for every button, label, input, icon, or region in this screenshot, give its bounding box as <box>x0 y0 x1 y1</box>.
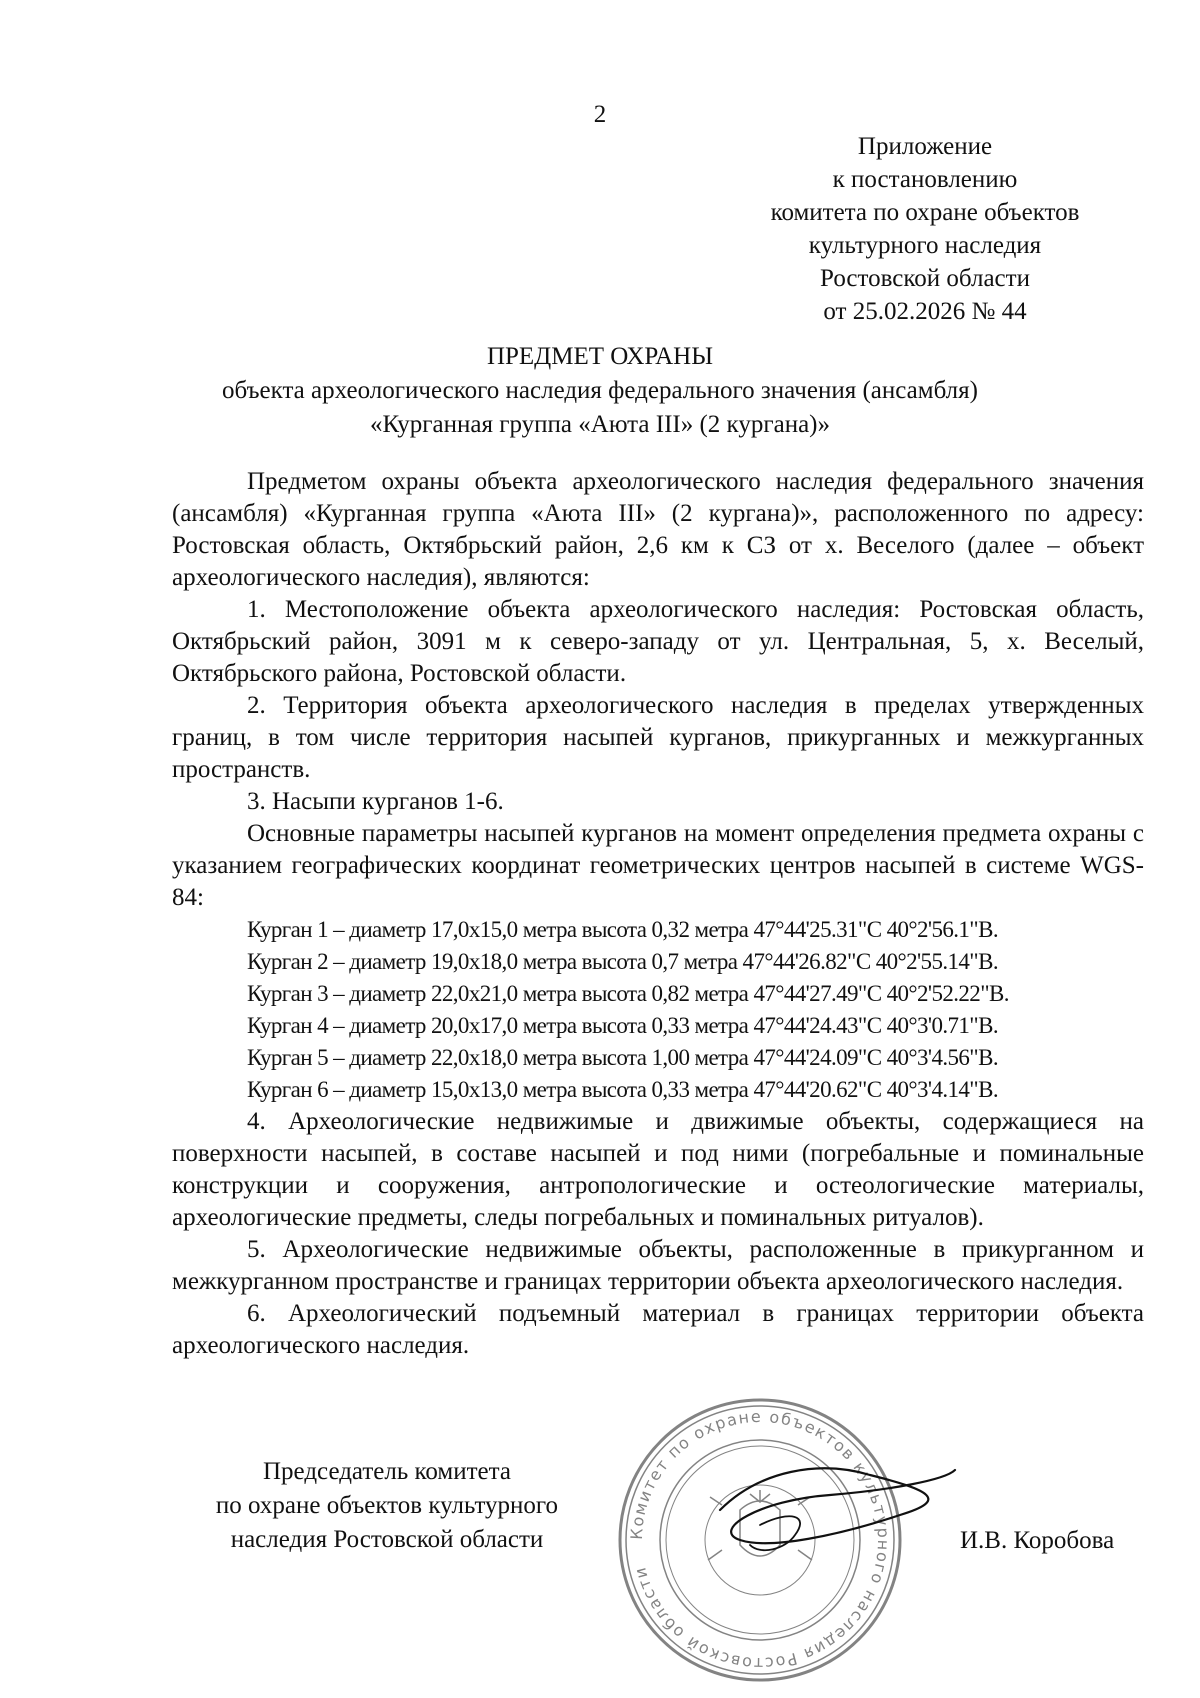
document-body <box>172 466 1144 1362</box>
document-title: ПРЕДМЕТ ОХРАНЫ <box>486 343 714 370</box>
signer-title-line: по охране объектов культурного <box>215 1492 559 1519</box>
seal-text: Комитет по охране объектов культурного наследия Ростовской области <box>626 1406 894 1674</box>
kurgan-item: Курган 2 – диаметр 19,0х18,0 метра высота 0,7 метра 47°44'26.82"С 40°2'55.14"В. <box>247 949 998 974</box>
signer-title-line: наследия Ростовской области <box>230 1526 544 1553</box>
subtitle-line: «Курганная группа «Аюта III» (2 кургана)» <box>370 411 830 438</box>
signer-title <box>172 1455 602 1557</box>
params-paragraph: Основные параметры насыпей курганов на момент определения предмета охраны с указанием географических координат геометрических центров насыпей в системе WGS-84: <box>172 820 1144 911</box>
item-4-paragraph: 4. Археологические недвижимые и движимые объекты, содержащиеся на поверхности насыпей, в составе насыпей и под ними (погребальные и поминальные конструкции и сооружения, антропологические и остеологические материалы, археологические предметы, следы погребальных и поминальных ритуалов). <box>172 1108 1144 1231</box>
item-3-paragraph: 3. Насыпи курганов 1-6. <box>247 788 504 815</box>
appendix-line: комитета по охране объектов <box>770 199 1080 226</box>
appendix-line: Ростовской области <box>820 265 1030 292</box>
kurgan-item: Курган 6 – диаметр 15,0х13,0 метра высота 0,33 метра 47°44'20.62"С 40°3'4.14"В. <box>247 1077 998 1102</box>
appendix-line: к постановлению <box>832 166 1018 193</box>
appendix-line: Приложение <box>857 133 993 160</box>
appendix-block <box>735 130 1115 328</box>
item-2-paragraph: 2. Территория объекта археологического наследия в пределах утвержденных границ, в том числе территория насыпей курганов, прикурганных и межкурганных пространств. <box>172 692 1144 783</box>
kurgan-item: Курган 4 – диаметр 20,0х17,0 метра высота 0,33 метра 47°44'24.43"С 40°3'0.71"В. <box>247 1013 998 1038</box>
signer-title-line: Председатель комитета <box>263 1458 511 1485</box>
item-6-paragraph: 6. Археологический подъемный материал в границах территории объекта археологического наследия. <box>172 1300 1144 1359</box>
kurgan-item: Курган 5 – диаметр 22,0х18,0 метра высота 1,00 метра 47°44'24.09"С 40°3'4.56"В. <box>247 1045 998 1070</box>
item-1-paragraph: 1. Местоположение объекта археологического наследия: Ростовская область, Октябрьский район, 3091 м к северо-западу от ул. Центральная, 5, х. Веселый, Октябрьского района, Ростовской области. <box>172 596 1144 687</box>
intro-paragraph: Предметом охраны объекта археологического наследия федерального значения (ансамбля) «Курганная группа «Аюта III» (2 кургана)», расположенного по адресу: Ростовская область, Октябрьский район, 2,6 км к СЗ от х. Веселого (далее – объект археологического наследия), являются: <box>172 468 1144 591</box>
handwritten-signature-icon <box>700 1440 960 1570</box>
kurgan-list <box>172 914 1144 1106</box>
kurgan-item: Курган 3 – диаметр 22,0х21,0 метра высота 0,82 метра 47°44'27.49"С 40°2'52.22"В. <box>247 981 1009 1006</box>
appendix-line: культурного наследия <box>808 232 1042 259</box>
kurgan-item: Курган 1 – диаметр 17,0х15,0 метра высота 0,32 метра 47°44'25.31"С 40°2'56.1"В. <box>247 917 998 942</box>
appendix-date-number: от 25.02.2026 № 44 <box>823 298 1027 325</box>
document-subtitle <box>100 374 1100 442</box>
subtitle-line: объекта археологического наследия федерального значения (ансамбля) <box>222 377 978 404</box>
page-number: 2 <box>593 101 607 128</box>
signer-name: И.В. Коробова <box>960 1527 1115 1554</box>
item-5-paragraph: 5. Археологические недвижимые объекты, расположенные в прикурганном и межкурганном пространстве и границах территории объекта археологического наследия. <box>172 1236 1144 1295</box>
